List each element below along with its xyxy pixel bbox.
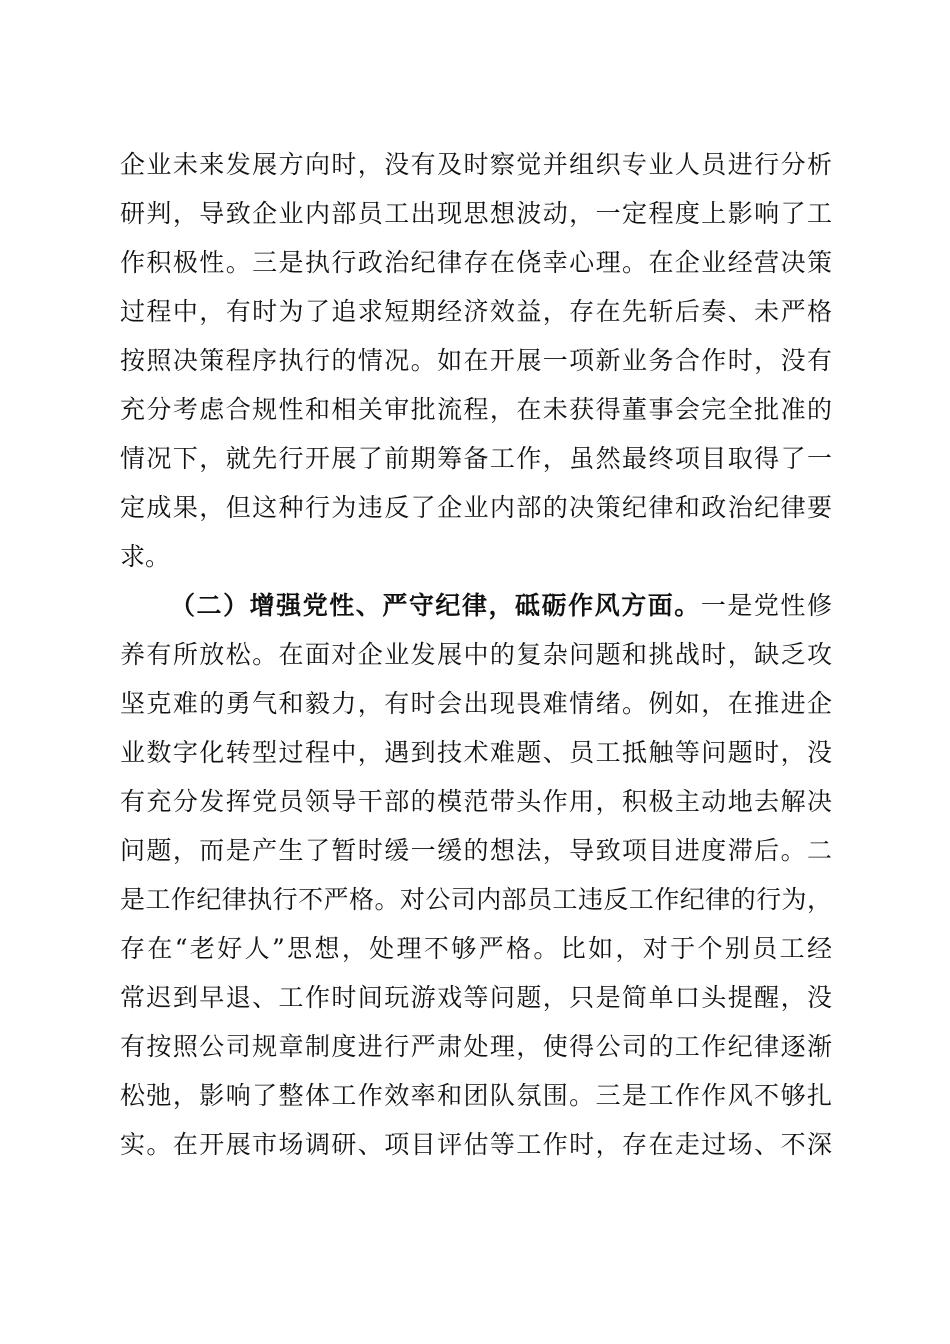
paragraph-1-line-2: 研判，导致企业内部员工出现思想波动，一定程度上影响了工 <box>120 199 832 228</box>
paragraph-1-line-4: 过程中，有时为了追求短期经济效益，存在先斩后奏、未严格 <box>120 297 832 326</box>
paragraph-2-line-5: 有充分发挥党员领导干部的模范带头作用，积极主动地去解决 <box>120 787 832 816</box>
paragraph-2-line-11: 松弛，影响了整体工作效率和团队氛围。三是工作作风不够扎 <box>120 1081 832 1110</box>
paragraph-2-line-8: 存在“老好人”思想，处理不够严格。比如，对于个别员工经 <box>120 934 832 963</box>
paragraph-2-line-4: 业数字化转型过程中，遇到技术难题、员工抵触等问题时，没 <box>120 738 832 767</box>
paragraph-2-line-6: 问题，而是产生了暂时缓一缓的想法，导致项目进度滞后。二 <box>120 836 832 865</box>
paragraph-2-line-3: 坚克难的勇气和毅力，有时会出现畏难情绪。例如，在推进企 <box>120 689 832 718</box>
document-body <box>120 140 832 1169</box>
paragraph-2-line-9: 常迟到早退、工作时间玩游戏等问题，只是简单口头提醒，没 <box>120 983 832 1012</box>
paragraph-2-line-1-rest: 一是党性修 <box>700 591 832 620</box>
paragraph-2-line-12: 实。在开展市场调研、项目评估等工作时，存在走过场、不深 <box>120 1130 832 1159</box>
paragraph-2-line-7: 是工作纪律执行不严格。对公司内部员工违反工作纪律的行为， <box>120 885 832 914</box>
paragraph-2-line-1 <box>120 581 832 630</box>
paragraph-1-line-3: 作积极性。三是执行政治纪律存在侥幸心理。在企业经营决策 <box>120 248 832 277</box>
paragraph-1-line-1: 企业未来发展方向时，没有及时察觉并组织专业人员进行分析 <box>120 150 832 179</box>
paragraph-1-line-9: 求。 <box>120 542 171 571</box>
paragraph-1-line-6: 充分考虑合规性和相关审批流程，在未获得董事会完全批准的 <box>120 395 832 424</box>
paragraph-2-line-10: 有按照公司规章制度进行严肃处理，使得公司的工作纪律逐渐 <box>120 1032 832 1061</box>
section-heading: （二）增强党性、严守纪律，砥砺作风方面。 <box>170 591 701 620</box>
paragraph-2-line-2: 养有所放松。在面对企业发展中的复杂问题和挑战时，缺乏攻 <box>120 640 832 669</box>
paragraph-1-line-7: 情况下，就先行开展了前期筹备工作，虽然最终项目取得了一 <box>120 444 832 473</box>
paragraph-1-line-5: 按照决策程序执行的情况。如在开展一项新业务合作时，没有 <box>120 346 832 375</box>
paragraph-1-line-8: 定成果，但这种行为违反了企业内部的决策纪律和政治纪律要 <box>120 493 832 522</box>
